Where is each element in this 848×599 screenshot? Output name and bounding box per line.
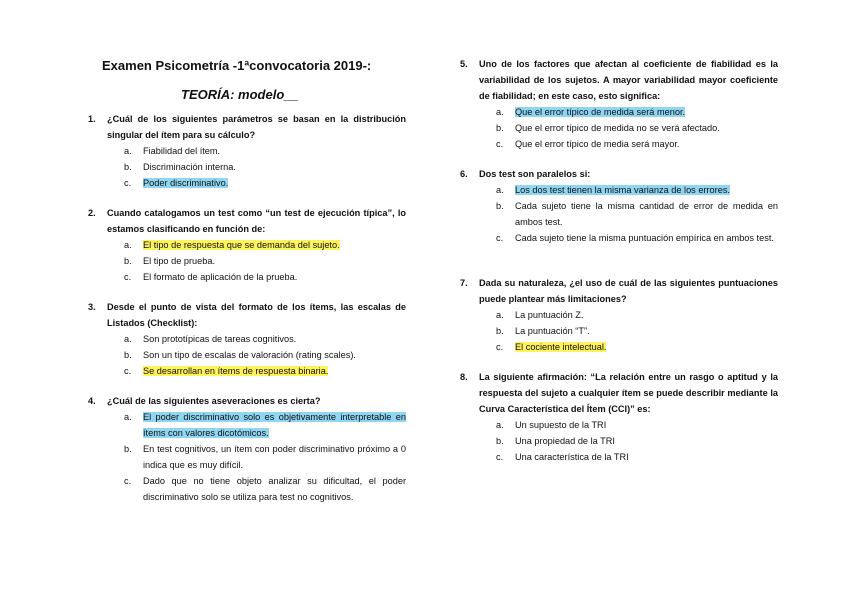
option-text-highlighted: Poder discriminativo.	[143, 178, 229, 188]
question-stem	[460, 56, 778, 104]
option-list	[88, 331, 406, 379]
question-1	[88, 111, 406, 191]
question-text: Dos test son paralelos si:	[479, 169, 591, 179]
option-text: En test cognitivos, un ítem con poder discriminativo próximo a 0 indica que es muy difícil.	[143, 444, 406, 470]
option-text-highlighted: Los dos test tienen la misma varianza de los errores.	[515, 185, 730, 195]
answer-option	[88, 441, 406, 473]
option-text: Cada sujeto tiene la misma cantidad de error de medida en ambos test.	[515, 201, 778, 227]
question-3	[88, 299, 406, 379]
answer-option	[88, 143, 406, 159]
option-text: El formato de aplicación de la prueba.	[143, 272, 298, 282]
question-7	[460, 275, 778, 355]
question-stem	[460, 275, 778, 307]
option-letter: a.	[124, 146, 132, 156]
question-number: 7.	[460, 278, 468, 288]
answer-option	[460, 230, 778, 246]
question-stem	[88, 299, 406, 331]
question-text: Cuando catalogamos un test como “un test de ejecución típica”, lo estamos clasificando en función de:	[107, 208, 406, 234]
answer-option	[88, 473, 406, 505]
answer-option	[88, 269, 406, 285]
option-letter: b.	[124, 350, 132, 360]
option-text: Discriminación interna.	[143, 162, 236, 172]
question-stem	[88, 205, 406, 237]
option-letter: b.	[496, 326, 504, 336]
option-text: El tipo de prueba.	[143, 256, 216, 266]
option-letter: b.	[496, 123, 504, 133]
option-letter: b.	[496, 201, 504, 211]
answer-option	[460, 339, 778, 355]
option-letter: c.	[496, 452, 504, 462]
question-text: La siguiente afirmación: “La relación entre un rasgo o aptitud y la respuesta del sujeto a cualquier ítem se puede describir mediante la Curva Característica del Ítem (CCI)” es:	[479, 372, 778, 414]
option-letter: c.	[496, 342, 504, 352]
answer-option	[88, 175, 406, 191]
question-stem	[88, 393, 406, 409]
option-text: Dado que no tiene objeto analizar su dificultad, el poder discriminativo solo se utiliza para test no cognitivos.	[143, 476, 406, 502]
exam-subtitle: TEORÍA: modelo__	[181, 87, 299, 102]
question-number: 4.	[88, 396, 96, 406]
option-text: La puntuación Z.	[515, 310, 584, 320]
answer-option	[88, 409, 406, 441]
answer-option	[460, 449, 778, 465]
option-list	[460, 417, 778, 465]
answer-option	[460, 307, 778, 323]
option-text: Una propiedad de la TRI	[515, 436, 615, 446]
answer-option	[88, 331, 406, 347]
option-letter: a.	[124, 240, 132, 250]
option-letter: b.	[124, 256, 132, 266]
question-stem	[88, 111, 406, 143]
option-list	[88, 143, 406, 191]
answer-option	[88, 363, 406, 379]
question-number: 8.	[460, 372, 468, 382]
option-letter: b.	[124, 444, 132, 454]
option-list	[460, 104, 778, 152]
option-list	[88, 237, 406, 285]
option-letter: b.	[496, 436, 504, 446]
question-5	[460, 56, 778, 152]
option-letter: c.	[496, 139, 504, 149]
question-text: Dada su naturaleza, ¿el uso de cuál de las siguientes puntuaciones puede plantear más limitaciones?	[479, 278, 778, 304]
option-letter: a.	[496, 420, 504, 430]
answer-option	[460, 120, 778, 136]
option-letter: a.	[496, 107, 504, 117]
option-list	[460, 182, 778, 246]
question-number: 2.	[88, 208, 96, 218]
answer-option	[88, 237, 406, 253]
option-text-highlighted: El tipo de respuesta que se demanda del sujeto.	[143, 240, 340, 250]
option-text-highlighted: El poder discriminativo solo es objetivamente interpretable en ítems con valores dicotómicos.	[143, 412, 406, 438]
question-2	[88, 205, 406, 285]
question-text: Desde el punto de vista del formato de los ítems, las escalas de Listados (Checklist):	[107, 302, 406, 328]
question-number: 6.	[460, 169, 468, 179]
option-text: Son un tipo de escalas de valoración (rating scales).	[143, 350, 356, 360]
question-stem	[460, 369, 778, 417]
answer-option	[460, 323, 778, 339]
answer-option	[88, 159, 406, 175]
question-text: Uno de los factores que afectan al coeficiente de fiabilidad es la variabilidad de los sujetos. A mayor variabilidad mayor coeficiente de fiabilidad; en este caso, esto significa:	[479, 59, 778, 101]
option-text: Cada sujeto tiene la misma puntuación empírica en ambos test.	[515, 233, 774, 243]
option-text-highlighted: Que el error típico de medida será menor.	[515, 107, 686, 117]
question-number: 3.	[88, 302, 96, 312]
exam-title: Examen Psicometría -1ªconvocatoria 2019-:	[102, 58, 372, 73]
option-letter: c.	[124, 366, 132, 376]
option-letter: a.	[124, 412, 132, 422]
question-4	[88, 393, 406, 505]
question-text: ¿Cuál de las siguientes aseveraciones es cierta?	[107, 396, 321, 406]
answer-option	[460, 182, 778, 198]
answer-option	[460, 104, 778, 120]
option-letter: a.	[496, 310, 504, 320]
question-number: 1.	[88, 114, 96, 124]
answer-option	[460, 136, 778, 152]
question-6	[460, 166, 778, 246]
option-letter: c.	[124, 476, 132, 486]
option-text-highlighted: El cociente intelectual.	[515, 342, 607, 352]
option-text: Que el error típico de medida no se verá afectado.	[515, 123, 720, 133]
question-8	[460, 369, 778, 465]
option-letter: c.	[496, 233, 504, 243]
answer-option	[460, 198, 778, 230]
option-letter: a.	[496, 185, 504, 195]
answer-option	[460, 417, 778, 433]
option-letter: c.	[124, 178, 132, 188]
option-list	[460, 307, 778, 355]
option-text: La puntuación “T”.	[515, 326, 590, 336]
question-number: 5.	[460, 59, 468, 69]
option-text: Fiabilidad del ítem.	[143, 146, 221, 156]
option-text: Un supuesto de la TRI	[515, 420, 607, 430]
option-text: Que el error típico de media será mayor.	[515, 139, 680, 149]
question-stem	[460, 166, 778, 182]
option-text: Una característica de la TRI	[515, 452, 629, 462]
option-list	[88, 409, 406, 505]
question-text: ¿Cuál de los siguientes parámetros se basan en la distribución singular del ítem para su cálculo?	[107, 114, 406, 140]
answer-option	[460, 433, 778, 449]
answer-option	[88, 347, 406, 363]
option-letter: b.	[124, 162, 132, 172]
option-text: Son prototípicas de tareas cognitivos.	[143, 334, 297, 344]
option-text-highlighted: Se desarrollan en ítems de respuesta binaria.	[143, 366, 329, 376]
option-letter: c.	[124, 272, 132, 282]
answer-option	[88, 253, 406, 269]
option-letter: a.	[124, 334, 132, 344]
